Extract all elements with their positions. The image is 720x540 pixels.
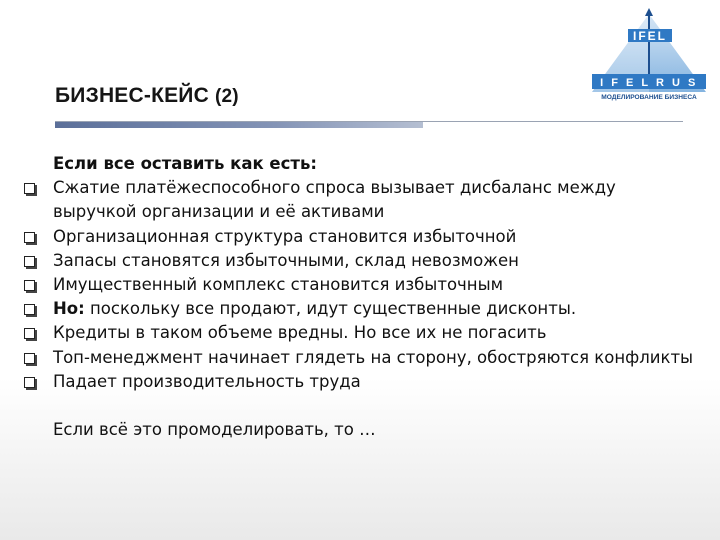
ifel-rus-logo (590, 8, 708, 104)
list-item: Падает производительность труда (22, 370, 702, 394)
list-item: Запасы становятся избыточными, склад невозможен (22, 249, 702, 273)
list-item: Кредиты в таком объеме вредны. Но все их не погасить (22, 321, 702, 345)
item-prefix: Но: (53, 299, 85, 319)
slide-title (55, 84, 239, 108)
lead-text: Если все оставить как есть: (53, 154, 317, 173)
square-checkbox-icon (24, 232, 35, 243)
square-checkbox-icon (24, 280, 35, 291)
square-checkbox-icon (24, 328, 35, 339)
title-number: (2) (215, 86, 239, 107)
logo-subtitle: МОДЕЛИРОВАНИЕ БИЗНЕСА (601, 94, 697, 101)
list-item: Организационная структура становится избыточной (22, 225, 702, 249)
list-item: Сжатие платёжеспособного спроса вызывает дисбаланс между выручкой организации и её активами (22, 176, 702, 224)
title-accent-bar (55, 122, 423, 128)
square-checkbox-icon (24, 353, 35, 364)
conclusion-text: Если всё это промоделировать, то … (53, 420, 376, 440)
list-item: Имущественный комплекс становится избыточным (22, 273, 702, 297)
list-item: Но: поскольку все продают, идут существенные дисконты. (22, 297, 702, 321)
spacer (22, 394, 702, 418)
logo-top-text: IFEL (633, 29, 667, 43)
slide-content (22, 152, 702, 442)
title-main: БИЗНЕС-КЕЙС (55, 84, 209, 107)
square-checkbox-icon (24, 183, 35, 194)
square-checkbox-icon (24, 377, 35, 388)
square-checkbox-icon (24, 256, 35, 267)
list-item: Топ-менеджмент начинает глядеть на сторону, обостряются конфликты (22, 346, 702, 370)
logo-bottom-text: I F E L R U S (600, 77, 698, 89)
square-checkbox-icon (24, 304, 35, 315)
